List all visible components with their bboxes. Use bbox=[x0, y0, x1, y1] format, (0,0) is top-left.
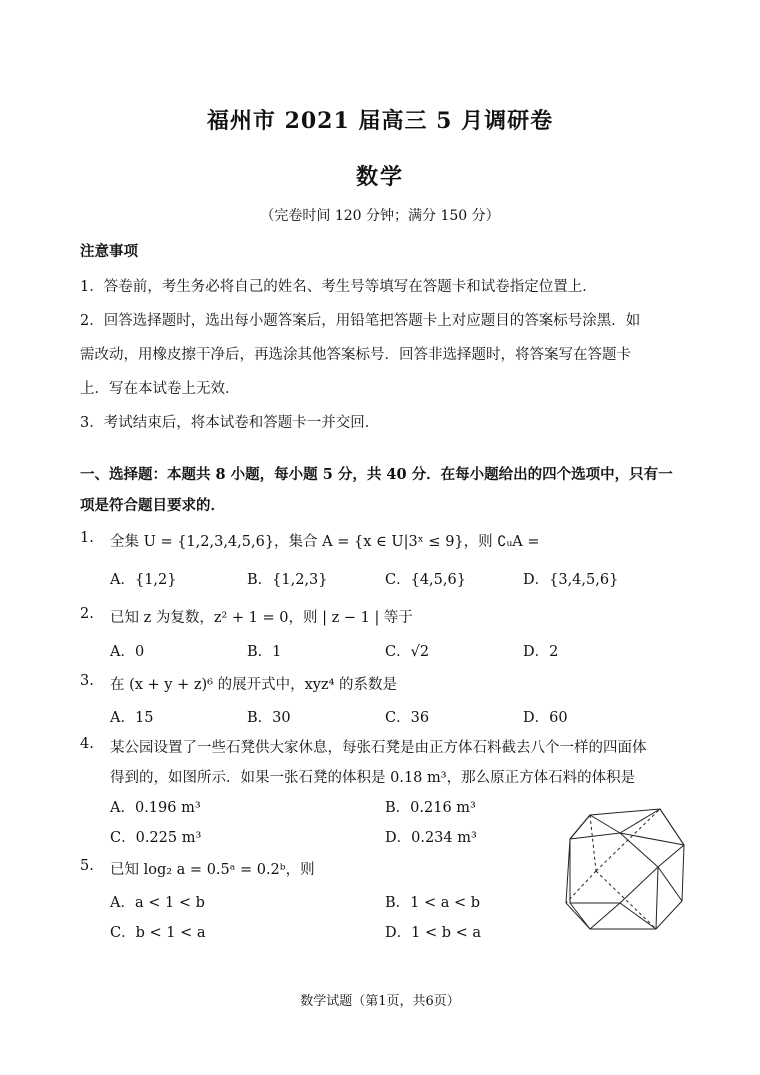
question-number: 5. bbox=[80, 858, 94, 874]
question-number: 4. bbox=[80, 736, 94, 752]
question-stem: 已知 log₂ a = 0.5ᵃ = 0.2ᵇ，则 bbox=[110, 862, 315, 878]
option-c: C．{4,5,6} bbox=[385, 572, 466, 588]
option-b: B．1 < a < b bbox=[385, 895, 481, 911]
notice-item: 3．考试结束后，将本试卷和答题卡一并交回． bbox=[80, 415, 380, 431]
option-c: C．36 bbox=[385, 710, 430, 726]
option-d: D．60 bbox=[523, 710, 568, 726]
question-stem: 某公园设置了一些石凳供大家休息，每张石凳是由正方体石料截去八个一样的四面体 bbox=[110, 740, 647, 756]
option-a: A．15 bbox=[110, 710, 154, 726]
notice-item: 1．答卷前，考生务必将自己的姓名、考生号等填写在答题卡和试卷指定位置上． bbox=[80, 279, 597, 295]
option-a: A．{1,2} bbox=[110, 572, 177, 588]
cuboctahedron-figure bbox=[560, 805, 690, 935]
option-c: C．b < 1 < a bbox=[110, 925, 206, 941]
question-stem-cont: 得到的，如图所示．如果一张石凳的体积是 0.18 m³，那么原正方体石料的体积是 bbox=[110, 770, 636, 786]
option-b: B．{1,2,3} bbox=[247, 572, 328, 588]
option-c: C．√2 bbox=[385, 644, 430, 660]
time-info: （完卷时间 120 分钟；满分 150 分） bbox=[260, 208, 500, 224]
notice-item: 上．写在本试卷上无效． bbox=[80, 381, 240, 397]
notice-item: 需改动，用橡皮擦干净后，再选涂其他答案标号．回答非选择题时，将答案写在答题卡 bbox=[80, 347, 631, 363]
option-b: B．0.216 m³ bbox=[385, 800, 476, 816]
option-a: A．a < 1 < b bbox=[110, 895, 205, 911]
option-d: D．2 bbox=[523, 644, 559, 660]
subject-title: 数学 bbox=[355, 164, 404, 190]
section-heading-cont: 项是符合题目要求的． bbox=[80, 497, 225, 514]
option-d: D．1 < b < a bbox=[385, 925, 482, 941]
page-title: 福州市 2021 届高三 5 月调研卷 bbox=[206, 108, 554, 134]
question-number: 2. bbox=[80, 606, 94, 622]
question-number: 3. bbox=[80, 673, 94, 689]
question-stem: 在 (x + y + z)⁶ 的展开式中，xyz⁴ 的系数是 bbox=[110, 677, 398, 693]
section-heading: 一、选择题：本题共 8 小题，每小题 5 分，共 40 分．在每小题给出的四个选项中，只有一 bbox=[80, 466, 673, 483]
page-footer: 数学试题（第1页，共6页） bbox=[300, 994, 460, 1009]
option-c: C．0.225 m³ bbox=[110, 830, 202, 846]
notice-item: 2．回答选择题时，选出每小题答案后，用铅笔把答题卡上对应题目的答案标号涂黑．如 bbox=[80, 313, 641, 329]
option-a: A．0 bbox=[110, 644, 145, 660]
question-stem: 已知 z 为复数，z² + 1 = 0，则 | z − 1 | 等于 bbox=[110, 610, 413, 626]
question-stem: 全集 U = {1,2,3,4,5,6}，集合 A = {x ∈ U|3ˣ ≤ 9}，则 ∁ᵤA = bbox=[110, 534, 540, 550]
question-number: 1. bbox=[80, 530, 94, 546]
option-b: B．30 bbox=[247, 710, 291, 726]
option-a: A．0.196 m³ bbox=[110, 800, 201, 816]
notice-heading: 注意事项 bbox=[80, 243, 138, 260]
option-d: D．0.234 m³ bbox=[385, 830, 477, 846]
option-d: D．{3,4,5,6} bbox=[523, 572, 619, 588]
option-b: B．1 bbox=[247, 644, 282, 660]
